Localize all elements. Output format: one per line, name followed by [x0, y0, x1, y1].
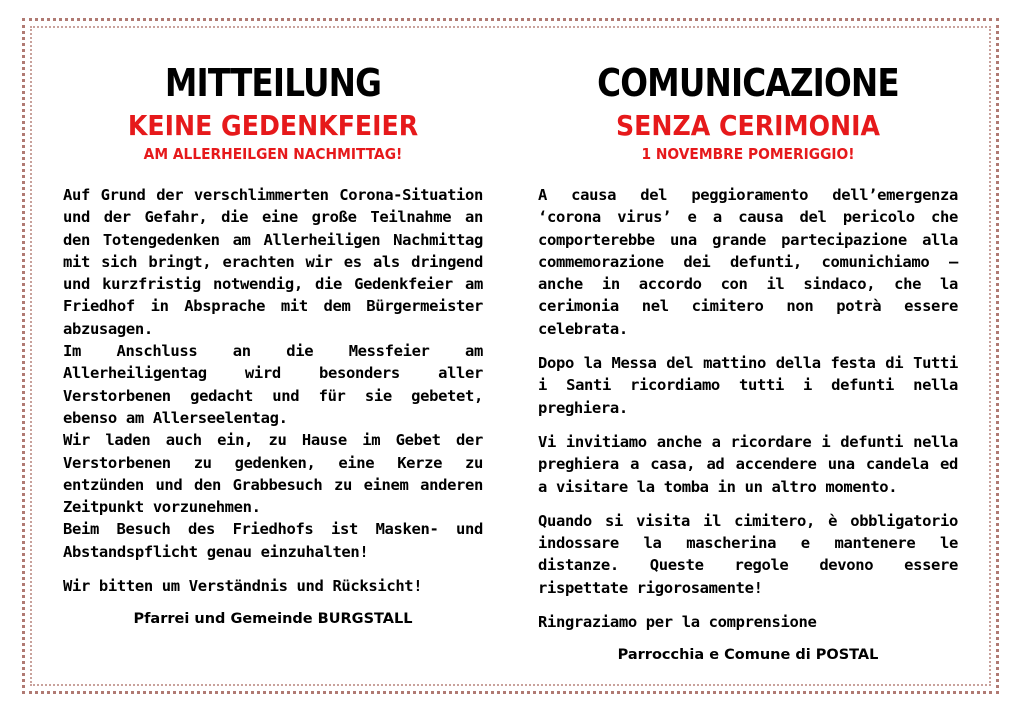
german-notice [63, 60, 483, 627]
paragraph: Vi invitiamo anche a ricordare i defunti nella preghiera a casa, ad accendere una candela ed a visitare la tomba in un altro momento. [538, 432, 958, 496]
notice-subtitle2-it: 1 NOVEMBRE POMERIGGIO! [641, 145, 855, 163]
notice-subtitle-it: SENZA CERIMONIA [616, 109, 880, 142]
notice-subtitle-de: KEINE GEDENKFEIER [127, 109, 419, 142]
paragraph: Wir bitten um Verständnis und Rücksicht! [63, 577, 423, 596]
paragraph: Dopo la Messa del mattino della festa di Tutti i Santi ricordiamo tutti i defunti nella preghiera. [538, 354, 958, 417]
paragraph: Beim Besuch des Friedhofs ist Masken- und Abstandspflicht genau einzuhalten! [63, 520, 483, 561]
notice-subtitle2-de: AM ALLERHEILGEN NACHMITTAG! [143, 145, 403, 163]
signature-it: Parrocchia e Comune di POSTAL [617, 647, 879, 664]
paragraph: Wir laden auch ein, zu Hause im Gebet der Verstorbenen zu gedenken, eine Kerze zu entzünden und den Grabbesuch zu einem anderen Zeitpunkt vorzunehmen. [63, 431, 483, 517]
notice-title-de: MITTEILUNG [164, 61, 382, 105]
paragraph: Ringraziamo per la comprensione [538, 613, 817, 632]
paragraph: Quando si visita il cimitero, è obbligatorio indossare la mascherina e mantenere le distanze. Queste regole devono essere rispettate rigorosamente! [538, 511, 958, 597]
notice-title-it: COMUNICAZIONE [597, 61, 899, 105]
paragraph: Im Anschluss an die Messfeier am Allerheiligentag wird besonders aller Verstorbenen gedacht und für sie gebetet, ebenso am Allerseelentag. [63, 342, 483, 427]
notice-body-it [538, 184, 958, 633]
signature-de: Pfarrei und Gemeinde BURGSTALL [133, 611, 413, 628]
italian-notice [538, 60, 958, 663]
paragraph: Auf Grund der verschlimmerten Corona-Situation und der Gefahr, die eine große Teilnahme an den Totengedenken am Allerheiligen Nachmittag mit sich bringt, erachten wir es als dringend und kurzfristig notwendig, die Gedenkfeier am Friedhof in Absprache mit dem Bürgermeister abzusagen. [63, 186, 483, 338]
notice-body-de [63, 184, 483, 597]
paragraph: A causa del peggioramento dell’emergenza ‘corona virus’ e a causa del pericolo che comporterebbe una grande partecipazione alla commemorazione dei defunti, comunichiamo – anche in accordo con il sindaco, che la cerimonia nel cimitero non potrà essere celebrata. [538, 186, 958, 338]
